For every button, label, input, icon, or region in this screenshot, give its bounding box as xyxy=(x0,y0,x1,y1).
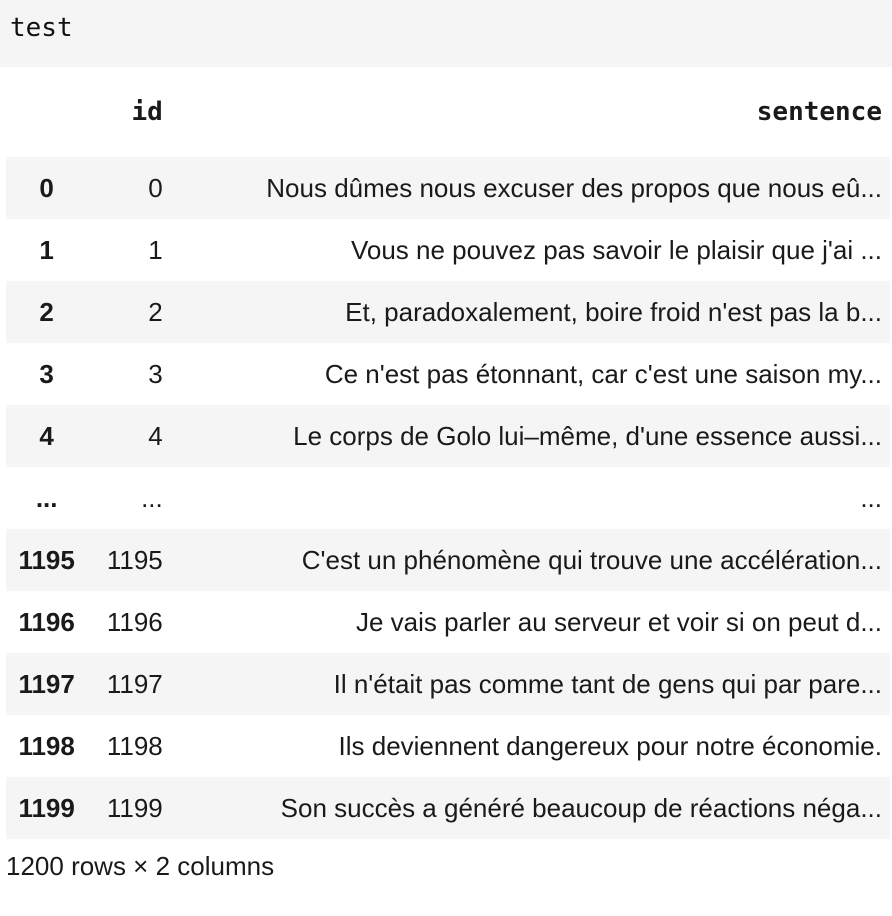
table-row xyxy=(6,591,890,653)
table-row xyxy=(6,281,890,343)
row-index: 1197 xyxy=(18,668,75,699)
table-row xyxy=(6,529,890,591)
cell-sentence: Vous ne pouvez pas savoir le plaisir que j'ai ... xyxy=(350,234,882,265)
row-index: 1198 xyxy=(18,730,75,761)
row-index: 1195 xyxy=(18,544,75,575)
cell-id: 0 xyxy=(148,172,163,203)
cell-id: 1197 xyxy=(106,668,163,699)
row-index: 0 xyxy=(39,172,54,203)
column-header-sentence: sentence xyxy=(756,97,882,127)
table-row xyxy=(6,343,890,405)
cell-id: 2 xyxy=(148,296,163,327)
index-header xyxy=(6,67,87,157)
cell-sentence: Il n'était pas comme tant de gens qui par pare... xyxy=(333,668,882,699)
cell-id: ... xyxy=(141,482,163,513)
cell-id: 1199 xyxy=(106,792,163,823)
cell-id: 4 xyxy=(148,420,163,451)
cell-id: 3 xyxy=(148,358,163,389)
cell-id: 1198 xyxy=(106,730,163,761)
row-index: 1 xyxy=(39,234,54,265)
cell-sentence: Nous dûmes nous excuser des propos que nous eû... xyxy=(266,172,882,203)
cell-sentence: Ils deviennent dangereux pour notre économie. xyxy=(338,730,882,761)
cell-sentence: Son succès a généré beaucoup de réactions néga... xyxy=(280,792,882,823)
output-label: test xyxy=(10,12,73,43)
dataframe-output xyxy=(6,67,892,839)
row-index: 1196 xyxy=(18,606,75,637)
cell-sentence: Le corps de Golo lui–même, d'une essence aussi... xyxy=(293,420,882,451)
cell-id: 1196 xyxy=(106,606,163,637)
column-header-id: id xyxy=(131,97,163,127)
dataframe-table xyxy=(6,67,890,839)
row-index: 2 xyxy=(39,296,54,327)
cell-output-text xyxy=(0,0,892,67)
row-index: ... xyxy=(35,482,58,513)
cell-sentence: ... xyxy=(860,482,882,513)
row-index: 4 xyxy=(39,420,54,451)
dataframe-shape-summary: 1200 rows × 2 columns xyxy=(6,851,275,881)
cell-sentence: Ce n'est pas étonnant, car c'est une saison my... xyxy=(324,358,882,389)
cell-sentence: Et, paradoxalement, boire froid n'est pas la b... xyxy=(345,296,882,327)
table-row xyxy=(6,219,890,281)
header-row xyxy=(6,67,890,157)
table-row xyxy=(6,157,890,219)
cell-id: 1195 xyxy=(106,544,163,575)
table-row xyxy=(6,653,890,715)
row-index: 3 xyxy=(39,358,54,389)
table-row xyxy=(6,715,890,777)
row-index: 1199 xyxy=(18,792,75,823)
table-row-ellipsis xyxy=(6,467,890,529)
cell-sentence: C'est un phénomène qui trouve une accélération... xyxy=(301,544,882,575)
table-row xyxy=(6,405,890,467)
cell-id: 1 xyxy=(148,234,163,265)
table-row xyxy=(6,777,890,839)
cell-sentence: Je vais parler au serveur et voir si on peut d... xyxy=(355,606,882,637)
